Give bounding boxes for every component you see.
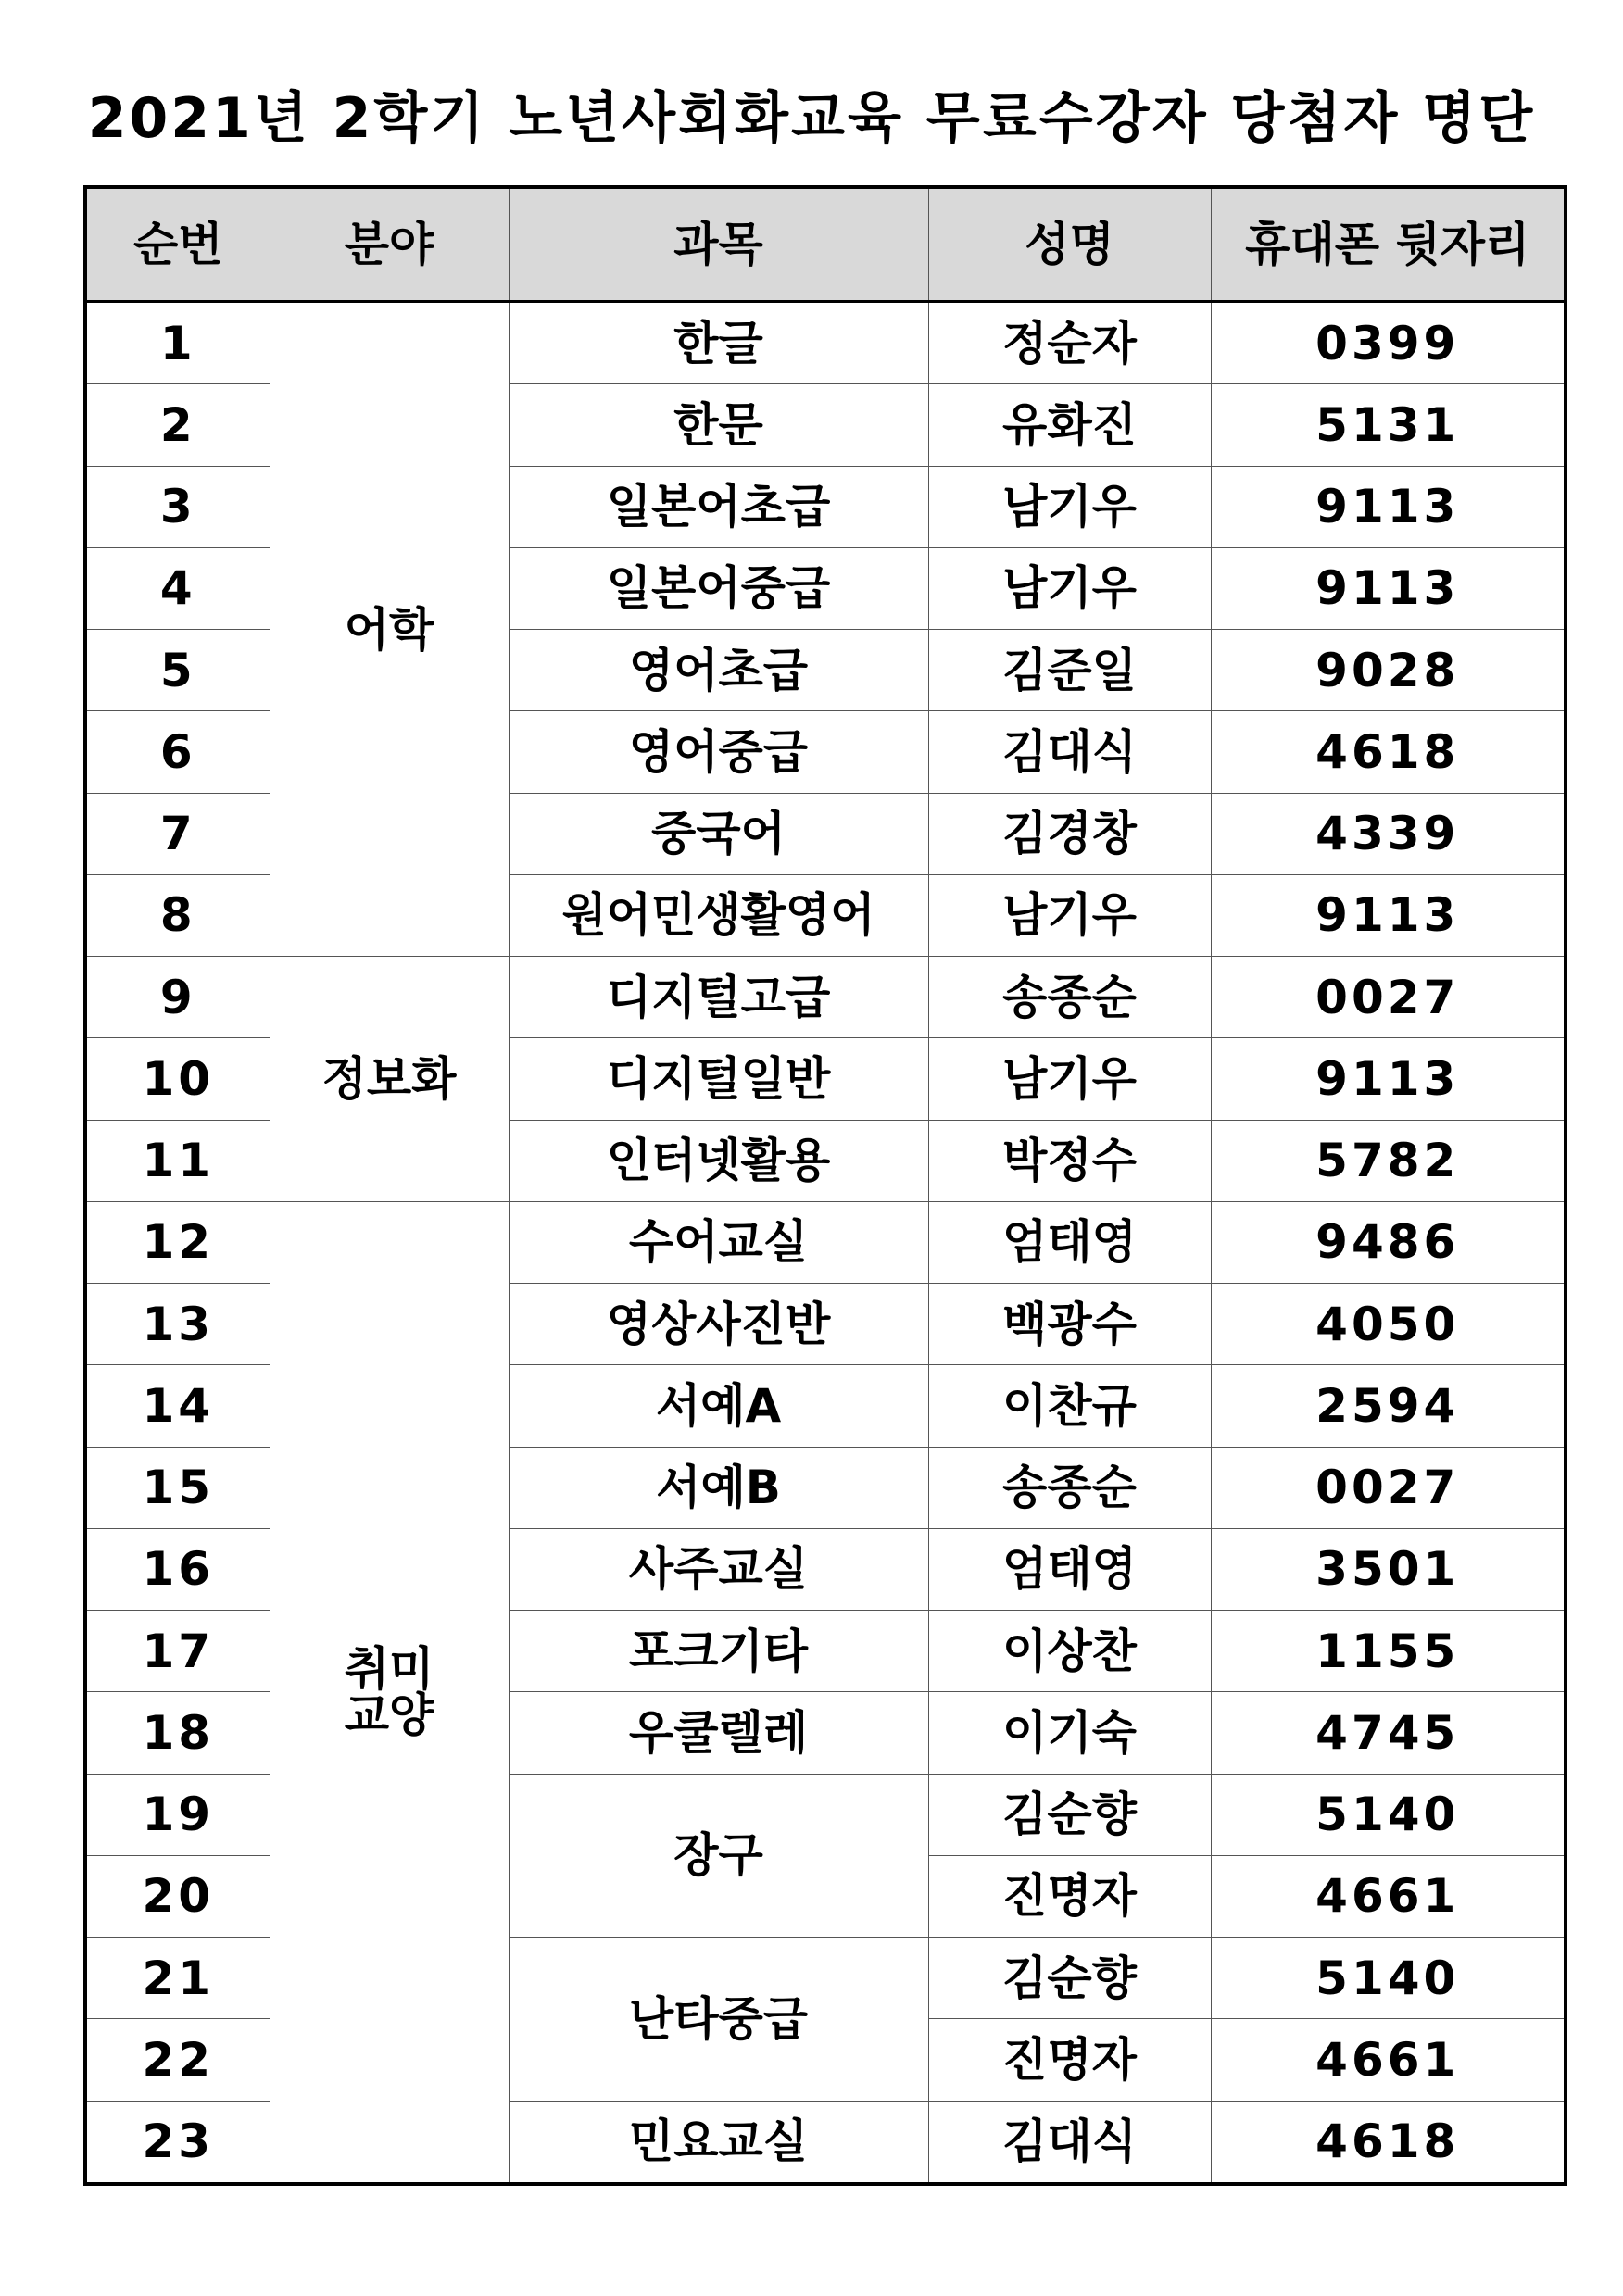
row-number: 4: [85, 547, 270, 629]
phone-cell: 0027: [1211, 1447, 1566, 1528]
course-cell: 영어초급: [509, 630, 928, 711]
header-course: 과목: [509, 187, 928, 302]
header-no: 순번: [85, 187, 270, 302]
field-label: 어학: [344, 602, 434, 657]
phone-cell: 9113: [1211, 1038, 1566, 1120]
course-cell: 사주교실: [509, 1528, 928, 1610]
course-cell: 장구: [509, 1774, 928, 1938]
name-cell: 송종순: [928, 1447, 1211, 1528]
course-cell: 수어교실: [509, 1201, 928, 1283]
phone-cell: 9113: [1211, 466, 1566, 547]
name-cell: 박정수: [928, 1120, 1211, 1201]
course-cell: 디지털고급: [509, 957, 928, 1038]
phone-cell: 9113: [1211, 874, 1566, 956]
phone-cell: 9028: [1211, 630, 1566, 711]
course-cell: 원어민생활영어: [509, 874, 928, 956]
row-number: 7: [85, 793, 270, 874]
name-cell: 김순향: [928, 1774, 1211, 1855]
phone-cell: 4618: [1211, 711, 1566, 793]
row-number: 17: [85, 1611, 270, 1692]
course-cell: 서예A: [509, 1365, 928, 1447]
field-label: 정보화: [321, 1051, 457, 1106]
row-number: 5: [85, 630, 270, 711]
phone-cell: 4745: [1211, 1692, 1566, 1774]
name-cell: 송종순: [928, 957, 1211, 1038]
row-number: 21: [85, 1938, 270, 2019]
name-cell: 남기우: [928, 874, 1211, 956]
phone-cell: 5140: [1211, 1938, 1566, 2019]
field-label: 교양: [344, 1687, 434, 1742]
phone-cell: 0027: [1211, 957, 1566, 1038]
course-cell: 영상사진반: [509, 1284, 928, 1365]
course-cell: 인터넷활용: [509, 1120, 928, 1201]
name-cell: 김경창: [928, 793, 1211, 874]
row-number: 12: [85, 1201, 270, 1283]
course-cell: 포크기타: [509, 1611, 928, 1692]
field-cell-hobby: [270, 1201, 509, 2184]
row-number: 9: [85, 957, 270, 1038]
row-number: 11: [85, 1120, 270, 1201]
table-row: [85, 302, 1566, 384]
row-number: 6: [85, 711, 270, 793]
row-number: 18: [85, 1692, 270, 1774]
table-row: [85, 1201, 1566, 1283]
header-name: 성명: [928, 187, 1211, 302]
row-number: 14: [85, 1365, 270, 1447]
phone-cell: 2594: [1211, 1365, 1566, 1447]
phone-cell: 5782: [1211, 1120, 1566, 1201]
course-cell: 중국어: [509, 793, 928, 874]
field-cell-language: [270, 302, 509, 957]
table-row: [85, 957, 1566, 1038]
header-row: [85, 187, 1566, 302]
course-cell: 디지털일반: [509, 1038, 928, 1120]
name-cell: 이기숙: [928, 1692, 1211, 1774]
course-cell: 민요교실: [509, 2101, 928, 2184]
phone-cell: 4618: [1211, 2101, 1566, 2184]
course-cell: 영어중급: [509, 711, 928, 793]
phone-cell: 4661: [1211, 1855, 1566, 1937]
phone-cell: 9113: [1211, 547, 1566, 629]
name-cell: 남기우: [928, 1038, 1211, 1120]
name-cell: 엄태영: [928, 1528, 1211, 1610]
winners-table: [83, 185, 1567, 2186]
name-cell: 이찬규: [928, 1365, 1211, 1447]
name-cell: 정순자: [928, 302, 1211, 384]
phone-cell: 4050: [1211, 1284, 1566, 1365]
course-cell: 한글: [509, 302, 928, 384]
name-cell: 이상찬: [928, 1611, 1211, 1692]
phone-cell: 5131: [1211, 384, 1566, 466]
course-cell: 일본어중급: [509, 547, 928, 629]
name-cell: 진명자: [928, 1855, 1211, 1937]
name-cell: 남기우: [928, 466, 1211, 547]
name-cell: 엄태영: [928, 1201, 1211, 1283]
row-number: 23: [85, 2101, 270, 2184]
phone-cell: 9486: [1211, 1201, 1566, 1283]
phone-cell: 5140: [1211, 1774, 1566, 1855]
phone-cell: 0399: [1211, 302, 1566, 384]
name-cell: 김대식: [928, 711, 1211, 793]
header-field: 분야: [270, 187, 509, 302]
course-cell: 한문: [509, 384, 928, 466]
row-number: 1: [85, 302, 270, 384]
row-number: 15: [85, 1447, 270, 1528]
row-number: 3: [85, 466, 270, 547]
phone-cell: 4661: [1211, 2019, 1566, 2101]
field-cell-it: [270, 957, 509, 1202]
row-number: 20: [85, 1855, 270, 1937]
name-cell: 김준일: [928, 630, 1211, 711]
course-cell: 우쿨렐레: [509, 1692, 928, 1774]
course-cell: 서예B: [509, 1447, 928, 1528]
page-title: 2021년 2학기 노년사회화교육 무료수강자 당첨자 명단: [87, 86, 1536, 151]
name-cell: 남기우: [928, 547, 1211, 629]
name-cell: 진명자: [928, 2019, 1211, 2101]
row-number: 22: [85, 2019, 270, 2101]
phone-cell: 1155: [1211, 1611, 1566, 1692]
course-cell: 난타중급: [509, 1938, 928, 2102]
row-number: 19: [85, 1774, 270, 1855]
name-cell: 유화진: [928, 384, 1211, 466]
phone-cell: 4339: [1211, 793, 1566, 874]
course-cell: 일본어초급: [509, 466, 928, 547]
name-cell: 김순향: [928, 1938, 1211, 2019]
row-number: 10: [85, 1038, 270, 1120]
field-label: 취미: [344, 1641, 434, 1696]
row-number: 16: [85, 1528, 270, 1610]
header-phone: 휴대폰 뒷자리: [1211, 187, 1566, 302]
row-number: 2: [85, 384, 270, 466]
row-number: 8: [85, 874, 270, 956]
name-cell: 김대식: [928, 2101, 1211, 2184]
name-cell: 백광수: [928, 1284, 1211, 1365]
phone-cell: 3501: [1211, 1528, 1566, 1610]
row-number: 13: [85, 1284, 270, 1365]
